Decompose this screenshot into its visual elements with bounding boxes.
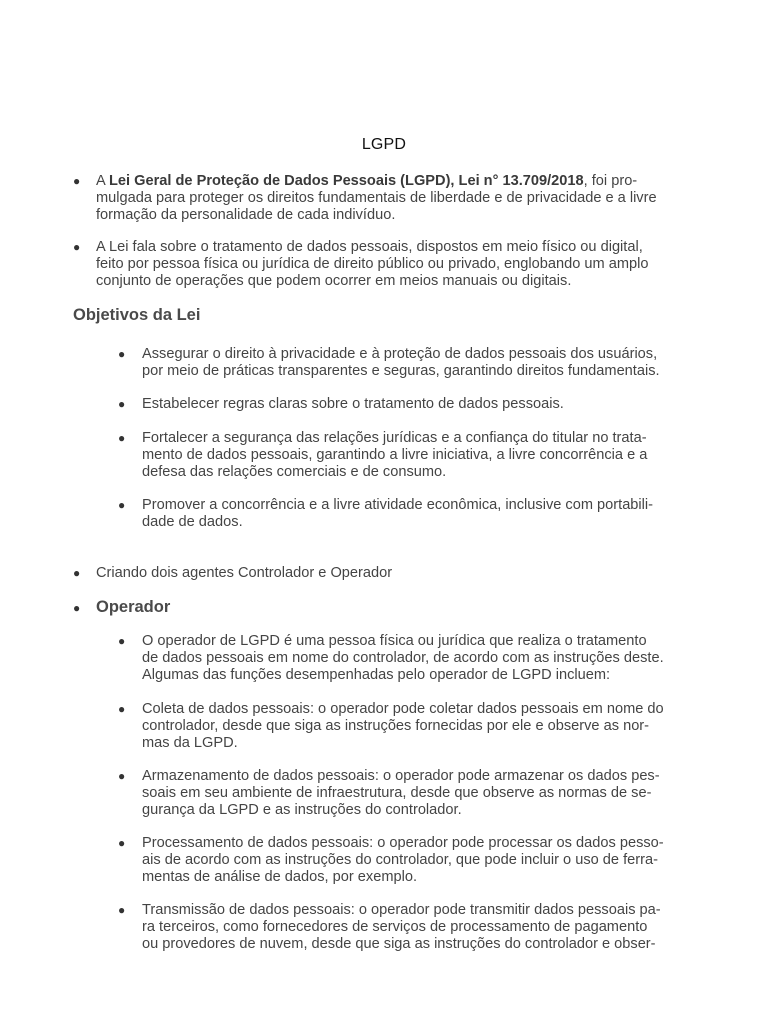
intro-line: conjunto de operações que podem ocorrer em meios manuais ou digitais.: [96, 273, 572, 289]
law-name: Lei Geral de Proteção de Dados Pessoais (LGPD), Lei n° 13.709/2018: [108, 173, 584, 189]
bullet-icon: ●: [118, 397, 126, 411]
objective-line: mento de dados pessoais, garantindo a livre iniciativa, a livre concorrência e a: [142, 447, 648, 463]
operator-line: Coleta de dados pessoais: o operador pode coletar dados pessoais em nome do: [142, 701, 664, 717]
agents-item: Criando dois agentes Controlador e Operador: [96, 565, 393, 581]
objective-line: Assegurar o direito à privacidade e à proteção de dados pessoais dos usuários,: [142, 346, 658, 362]
objective-item: [142, 346, 702, 380]
bullet-icon: ●: [118, 431, 126, 445]
bullet-icon: ●: [73, 174, 81, 188]
operator-line: soais em seu ambiente de infraestrutura, desde que observe as normas de se-: [142, 785, 652, 801]
operator-item: [142, 768, 702, 819]
operator-heading: Operador: [96, 598, 171, 616]
objective-line: defesa das relações comerciais e de consumo.: [142, 464, 447, 480]
operator-line: ra terceiros, como fornecedores de serviços de processamento de pagamento: [142, 919, 648, 935]
bullet-icon: ●: [118, 702, 126, 716]
operator-line: Transmissão de dados pessoais: o operador pode transmitir dados pessoais pa-: [142, 902, 661, 918]
bullet-icon: ●: [118, 769, 126, 783]
intro-line: feito por pessoa física ou jurídica de direito público ou privado, englobando um amplo: [96, 256, 649, 272]
objective-line: Promover a concorrência e a livre atividade econômica, inclusive com portabili-: [142, 497, 654, 513]
operator-line: de dados pessoais em nome do controlador, de acordo com as instruções deste.: [142, 650, 664, 666]
intro-line: A Lei fala sobre o tratamento de dados pessoais, dispostos em meio físico ou digital,: [96, 239, 643, 255]
intro-paragraph-2: [96, 239, 696, 290]
intro-line: formação da personalidade de cada indivíduo.: [96, 207, 396, 223]
bullet-icon: ●: [118, 634, 126, 648]
operator-item: [142, 902, 702, 953]
operator-line: O operador de LGPD é uma pessoa física ou jurídica que realiza o tratamento: [142, 633, 647, 649]
objective-item: [142, 396, 702, 413]
objective-item: [142, 497, 702, 531]
operator-line: Processamento de dados pessoais: o operador pode processar os dados pesso-: [142, 835, 664, 851]
intro-line-text: A: [96, 173, 109, 189]
intro-paragraph-1: [96, 173, 696, 224]
operator-line: controlador, desde que siga as instruções fornecidas por ele e observe as nor-: [142, 718, 650, 734]
operator-line: mentas de análise de dados, por exemplo.: [142, 869, 418, 885]
objective-item: [142, 430, 702, 481]
intro-line: [96, 173, 696, 190]
bullet-icon: ●: [73, 566, 81, 580]
operator-item: [142, 701, 702, 752]
operator-line: ou provedores de nuvem, desde que siga as instruções do controlador e obser-: [142, 936, 656, 952]
bullet-icon: ●: [118, 836, 126, 850]
operator-line: Armazenamento de dados pessoais: o operador pode armazenar os dados pes-: [142, 768, 660, 784]
objective-line: Fortalecer a segurança das relações jurídicas e a confiança do titular no trata-: [142, 430, 647, 446]
bullet-icon: ●: [118, 903, 126, 917]
operator-line: ais de acordo com as instruções do controlador, que pode incluir o uso de ferra-: [142, 852, 658, 868]
page-title: LGPD: [361, 136, 407, 153]
intro-line-text: , foi pro-: [583, 173, 638, 189]
operator-line: Algumas das funções desempenhadas pelo operador de LGPD incluem:: [142, 667, 611, 683]
bullet-icon: ●: [118, 498, 126, 512]
objective-line: dade de dados.: [142, 514, 243, 530]
intro-line: mulgada para proteger os direitos fundamentais de liberdade e de privacidade e a livre: [96, 190, 657, 206]
operator-item: [142, 633, 702, 684]
bullet-icon: ●: [118, 347, 126, 361]
objective-line: Estabelecer regras claras sobre o tratamento de dados pessoais.: [142, 396, 564, 412]
operator-line: gurança da LGPD e as instruções do controlador.: [142, 802, 462, 818]
operator-line: mas da LGPD.: [142, 735, 238, 751]
bullet-icon: ●: [73, 240, 81, 254]
bullet-icon: ●: [73, 601, 81, 615]
operator-item: [142, 835, 702, 886]
objective-line: por meio de práticas transparentes e seguras, garantindo direitos fundamentais.: [142, 363, 660, 379]
objectives-heading: Objetivos da Lei: [73, 306, 201, 324]
